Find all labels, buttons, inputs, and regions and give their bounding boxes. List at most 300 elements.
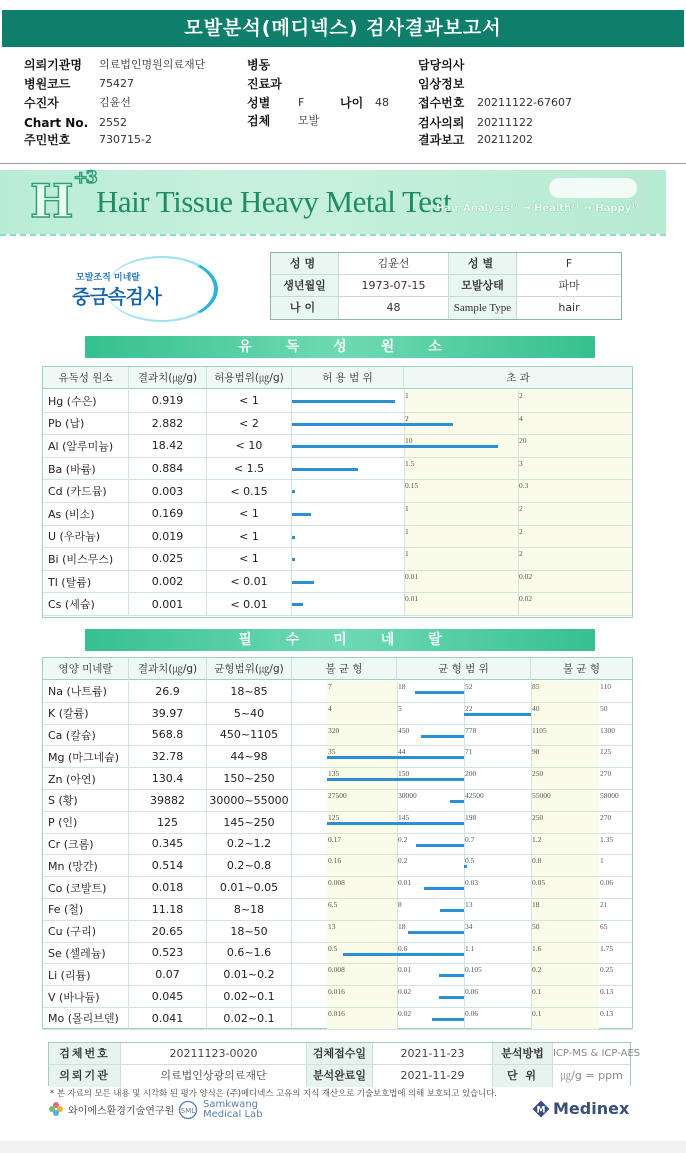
mineral-result-value: 0.041 [129, 1008, 207, 1029]
mineral-tick: 40 [532, 703, 540, 713]
toxic-allowed-range: < 10 [207, 435, 292, 457]
mineral-balance-range: 18~85 [207, 681, 292, 702]
chart-no-label: Chart No. [24, 116, 89, 130]
mineral-value-bar [415, 691, 464, 694]
mineral-balance-range: 30000~55000 [207, 790, 292, 811]
completed-date-value: 2021-11-29 [373, 1065, 493, 1087]
resident-value: 730715-2 [99, 133, 152, 146]
mineral-result-value: 0.07 [129, 964, 207, 985]
mineral-tick: 1.1 [465, 943, 475, 953]
toxic-tick-double: 4 [519, 413, 523, 423]
mineral-value-bar [464, 865, 467, 868]
toxic-element-name: As (비소) [43, 503, 129, 525]
mineral-tick: 0.1 [532, 1009, 542, 1018]
mineral-section-title: 필수미네랄 [85, 629, 595, 651]
mineral-element-name: Cu (구리) [43, 921, 129, 942]
patient-name-value: 김윤선 [339, 253, 449, 275]
toxic-tick-double: 2 [519, 391, 523, 400]
mineral-balance-range: 150~250 [207, 768, 292, 789]
ys-flower-icon [48, 1101, 64, 1117]
mineral-result-value: 39.97 [129, 703, 207, 724]
mineral-element-name: Li (리튬) [43, 964, 129, 985]
banner-logo: H $^{+3}$ [30, 167, 96, 228]
mineral-tick: 34 [465, 921, 473, 931]
institution-label: 의뢰기관명 [24, 58, 82, 72]
toxic-tick-double: 0.02 [519, 571, 533, 581]
toxic-row [43, 503, 632, 526]
mineral-balance-range: 0.02~0.1 [207, 1008, 292, 1029]
mineral-element-name: Co (코발트) [43, 877, 129, 898]
mineral-element-name: S (황) [43, 790, 129, 811]
report-header [0, 0, 686, 164]
toxic-element-name: U (우라늄) [43, 526, 129, 548]
toxic-tick-double: 0.3 [519, 481, 529, 491]
mineral-tick: 98 [532, 747, 540, 757]
mineral-tick: 1.6 [532, 943, 542, 953]
mineral-high-zone [531, 746, 599, 767]
mineral-tick: 1 [600, 856, 604, 866]
toxic-allowed-range: < 1 [207, 503, 292, 525]
toxic-tick-double: 2 [519, 549, 523, 559]
mineral-result-value: 20.65 [129, 921, 207, 942]
banner-subtitle: Hair Analysis¹¹ → Health¹¹ → Happy¹¹ [436, 203, 640, 214]
org-samkwang [178, 1100, 263, 1120]
mineral-tick: 71 [465, 747, 473, 757]
toxic-table [42, 366, 633, 618]
mineral-tick: 110 [600, 682, 611, 691]
mineral-row [43, 681, 632, 703]
mineral-tick: 85 [532, 682, 540, 691]
age-label: 나이 [340, 96, 364, 110]
mineral-row [43, 725, 632, 747]
mineral-balance-range: 5~40 [207, 703, 292, 724]
toxic-result-value: 0.002 [129, 571, 207, 593]
toxic-result-value: 18.42 [129, 435, 207, 457]
toxic-range-plot [292, 458, 632, 480]
mineral-range-plot [292, 1008, 632, 1029]
specimen-no-value: 20211123-0020 [121, 1043, 307, 1065]
patient-dob-value: 1973-07-15 [339, 275, 449, 297]
mineral-result-value: 0.523 [129, 943, 207, 964]
mineral-tick: 22 [465, 703, 473, 713]
mineral-tick: 52 [465, 682, 473, 691]
patient-info-box [270, 252, 622, 320]
toxic-element-name: Tl (탈륨) [43, 571, 129, 593]
mineral-tick: 1.35 [600, 834, 614, 844]
mineral-header-range: 균 형 범 위 [397, 658, 531, 680]
mineral-value-bar [424, 887, 464, 890]
receipt-date-value: 2021-11-23 [373, 1043, 493, 1065]
mineral-tick: 58000 [600, 791, 619, 800]
recipient-value: 김윤선 [99, 96, 131, 109]
toxic-allowed-range: < 0.01 [207, 571, 292, 593]
mineral-tick: 18 [532, 900, 540, 909]
org2-line2: Medical Lab [203, 1109, 263, 1120]
age-value: 48 [375, 96, 389, 109]
receipt-label: 접수번호 [418, 96, 465, 110]
toxic-element-name: Ba (바륨) [43, 458, 129, 480]
mineral-balance-range: 0.2~0.8 [207, 855, 292, 876]
mineral-tick: 270 [600, 769, 612, 779]
logo-subtitle: 모발조직 미네랄 [76, 273, 140, 283]
toxic-tick-limit: 1 [405, 526, 409, 536]
mineral-value-bar [327, 778, 464, 781]
toxic-tick-double: 3 [519, 458, 523, 468]
toxic-row [43, 435, 632, 458]
mineral-range-plot [292, 834, 632, 855]
mineral-element-name: Zn (아연) [43, 768, 129, 789]
samkwang-logo-icon [178, 1100, 198, 1120]
org3-name: Medinex [553, 1099, 630, 1118]
mineral-tick: 18 [398, 682, 406, 691]
mineral-row [43, 812, 632, 834]
toxic-tick-limit: 1.5 [405, 458, 415, 468]
toxic-header-result: 결과치(㎍/g) [129, 367, 207, 389]
toxic-value-bar [292, 603, 303, 606]
toxic-range-plot [292, 571, 632, 593]
mineral-row [43, 899, 632, 921]
banner-pill [549, 178, 637, 198]
toxic-row [43, 413, 632, 436]
patient-age-value: 48 [339, 297, 449, 319]
mineral-value-bar [439, 974, 464, 977]
toxic-allowed-range: < 2 [207, 413, 292, 435]
mineral-value-bar [421, 735, 464, 738]
mineral-tick: 0.7 [465, 834, 475, 844]
toxic-result-value: 2.882 [129, 413, 207, 435]
medinex-logo-icon [532, 1100, 550, 1118]
mineral-balance-range: 145~250 [207, 812, 292, 833]
mineral-balance-range: 0.2~1.2 [207, 834, 292, 855]
mineral-element-name: P (인) [43, 812, 129, 833]
toxic-row [43, 593, 632, 616]
patient-sex-value: F [517, 253, 621, 275]
specimen-value: 모발 [298, 114, 320, 127]
mineral-range-plot [292, 964, 632, 985]
toxic-tick-double: 2 [519, 526, 523, 536]
toxic-value-bar [292, 558, 295, 561]
mineral-tick: 145 [398, 812, 410, 822]
mineral-range-plot [292, 812, 632, 833]
mineral-result-value: 11.18 [129, 899, 207, 920]
request-value: 20211122 [477, 116, 533, 129]
toxic-element-name: Cs (세슘) [43, 593, 129, 615]
mineral-element-name: Na (나트륨) [43, 681, 129, 702]
toxic-element-name: Cd (카드뮴) [43, 480, 129, 502]
hospital-code-label: 병원코드 [24, 77, 71, 91]
mineral-tick: 30000 [398, 791, 417, 800]
mineral-tick: 0.01 [398, 878, 412, 888]
mineral-tick: 0.06 [465, 1009, 479, 1018]
hospital-code-value: 75427 [99, 77, 134, 90]
hair-status-label: 모발상태 [449, 275, 517, 297]
mineral-result-value: 568.8 [129, 725, 207, 746]
toxic-tick-limit: 2 [405, 413, 409, 423]
mineral-tick: 0.03 [465, 878, 479, 888]
toxic-value-bar [292, 445, 498, 448]
mineral-high-zone [531, 703, 599, 724]
mineral-tick: 450 [398, 725, 410, 735]
mineral-tick: 27500 [328, 791, 347, 800]
mineral-row [43, 877, 632, 899]
patient-dob-label: 생년월일 [271, 275, 339, 297]
mineral-tick: 13 [328, 921, 336, 931]
mineral-high-zone [531, 921, 599, 942]
toxic-result-value: 0.919 [129, 390, 207, 412]
mineral-value-bar [327, 756, 464, 759]
copyright-notice: * 본 자료의 모든 내용 및 시각화 된 평가 양식은 (주)메디넥스 고유의 지식 재산으로 기술보호법에 의해 보호되고 있습니다. [50, 1088, 497, 1098]
mineral-tick: 55000 [532, 791, 551, 800]
patient-sex-label: 성별 [449, 253, 517, 275]
mineral-row [43, 834, 632, 856]
mineral-tick: 0.13 [600, 1009, 614, 1018]
mineral-header-element: 영양 미네랄 [43, 658, 129, 680]
sex-label: 성별 [247, 96, 271, 110]
mineral-value-bar [450, 800, 464, 803]
toxic-range-plot [292, 548, 632, 570]
org2-line1: Samkwang [203, 1099, 258, 1110]
mineral-balance-range: 0.6~1.6 [207, 943, 292, 964]
mineral-tick: 778 [465, 725, 477, 735]
mineral-range-plot [292, 790, 632, 811]
toxic-range-plot [292, 503, 632, 525]
mineral-range-plot [292, 877, 632, 898]
mineral-range-plot [292, 943, 632, 964]
banner-title: Hair Tissue Heavy Metal Test [96, 184, 452, 219]
mineral-tick: 250 [532, 812, 544, 822]
mineral-element-name: K (칼륨) [43, 703, 129, 724]
request-label: 검사의뢰 [418, 116, 465, 130]
toxic-allowed-range: < 1 [207, 548, 292, 570]
mineral-low-zone [327, 899, 397, 920]
mineral-tick: 0.16 [328, 856, 342, 866]
mineral-tick: 0.17 [328, 834, 342, 844]
toxic-tick-limit: 1 [405, 391, 409, 400]
mineral-row [43, 986, 632, 1008]
mineral-tick: 0.008 [328, 878, 345, 888]
mineral-value-bar [439, 996, 464, 999]
toxic-value-bar [292, 490, 295, 493]
mineral-balance-range: 44~98 [207, 746, 292, 767]
mineral-tick: 0.016 [328, 987, 345, 997]
toxic-row [43, 571, 632, 594]
mineral-range-plot [292, 681, 632, 702]
mineral-tick: 0.01 [398, 965, 412, 975]
toxic-header-allowed: 허용범위(㎍/g) [207, 367, 292, 389]
toxic-header-element: 유독성 원소 [43, 367, 129, 389]
toxic-range-plot [292, 593, 632, 615]
toxic-result-value: 0.025 [129, 548, 207, 570]
org-medinex [532, 1099, 629, 1118]
mineral-result-value: 32.78 [129, 746, 207, 767]
analysis-info-box [48, 1042, 641, 1086]
mineral-tick: 8 [398, 900, 402, 909]
mineral-range-plot [292, 746, 632, 767]
sample-type-value: hair [517, 297, 621, 319]
svg-text:SML: SML [180, 1107, 196, 1115]
toxic-allowed-range: < 1.5 [207, 458, 292, 480]
mineral-tick: 65 [600, 921, 608, 931]
mineral-row [43, 746, 632, 768]
mineral-tick: 50 [600, 703, 608, 713]
mineral-element-name: Se (셀레늄) [43, 943, 129, 964]
mineral-tick: 0.5 [465, 856, 475, 866]
ward-label: 병동 [247, 58, 271, 72]
mineral-tick: 0.06 [600, 878, 614, 888]
toxic-tick-double: 20 [519, 436, 527, 446]
sample-type-label: Sample Type [449, 297, 517, 319]
mineral-tick: 35 [328, 747, 336, 757]
mineral-tick: 0.8 [532, 856, 542, 866]
mineral-tick: 0.02 [398, 1009, 412, 1018]
mineral-row [43, 703, 632, 725]
mineral-balance-range: 0.01~0.2 [207, 964, 292, 985]
patient-name-label: 성명 [271, 253, 339, 275]
mineral-value-bar [432, 1018, 464, 1021]
mineral-tick: 7 [328, 682, 332, 691]
mineral-tick: 18 [398, 921, 406, 931]
heavy-metal-logo [66, 254, 226, 324]
toxic-row [43, 390, 632, 413]
patient-age-label: 나이 [271, 297, 339, 319]
mineral-result-value: 0.045 [129, 986, 207, 1007]
mineral-element-name: Ca (칼슘) [43, 725, 129, 746]
requester-label: 의뢰기관 [49, 1065, 121, 1087]
mineral-tick: 50 [532, 921, 540, 931]
toxic-element-name: Pb (납) [43, 413, 129, 435]
toxic-range-plot [292, 435, 632, 457]
mineral-tick: 198 [465, 812, 477, 822]
receipt-date-label: 검체접수일 [307, 1043, 373, 1065]
specimen-label: 검체 [247, 114, 271, 128]
toxic-row [43, 526, 632, 549]
toxic-range-plot [292, 480, 632, 502]
mineral-tick: 1.2 [532, 834, 542, 844]
toxic-allowed-range: < 0.01 [207, 593, 292, 615]
dashed-divider [0, 234, 666, 236]
mineral-table [42, 657, 633, 1029]
toxic-row [43, 548, 632, 571]
unit-label: 단 위 [493, 1065, 553, 1087]
toxic-tick-limit: 0.01 [405, 571, 419, 581]
toxic-value-bar [292, 536, 295, 539]
mineral-tick: 13 [465, 900, 473, 909]
completed-date-label: 분석완료일 [307, 1065, 373, 1087]
method-label: 분석방법 [493, 1043, 553, 1065]
report-title: 모발분석(메디넥스) 검사결과보고서 [2, 10, 684, 47]
mineral-tick: 0.25 [600, 965, 614, 975]
mineral-row [43, 921, 632, 943]
toxic-result-value: 0.001 [129, 593, 207, 615]
mineral-tick: 6.5 [328, 900, 338, 909]
clinical-label: 임상정보 [418, 77, 465, 91]
mineral-tick: 0.06 [465, 987, 479, 997]
mineral-tick: 0.2 [398, 834, 408, 844]
mineral-result-value: 125 [129, 812, 207, 833]
mineral-high-zone [531, 899, 599, 920]
recipient-label: 수진자 [24, 96, 59, 110]
mineral-element-name: Mo (몰리브덴) [43, 1008, 129, 1029]
mineral-tick: 1300 [600, 725, 615, 735]
mineral-tick: 135 [328, 769, 340, 779]
mineral-tick: 0.1 [532, 987, 542, 997]
toxic-section-title: 유독성원소 [85, 336, 595, 358]
doctor-label: 담당의사 [418, 58, 465, 72]
org1-name: 와이에스환경기술연구원 [68, 1105, 175, 1117]
toxic-allowed-range: < 1 [207, 526, 292, 548]
mineral-value-bar [408, 931, 464, 934]
test-banner [0, 167, 666, 234]
mineral-tick: 4 [328, 703, 332, 713]
toxic-element-name: Al (알루미늄) [43, 435, 129, 457]
institution-value: 의료법인명원의료재단 [99, 58, 206, 71]
chart-no-value: 2552 [99, 116, 127, 129]
mineral-row [43, 943, 632, 965]
report-date-label: 결과보고 [418, 133, 465, 147]
mineral-header-unbal-high: 불 균 형 [531, 658, 632, 680]
toxic-tick-limit: 1 [405, 504, 409, 513]
mineral-element-name: Mn (망간) [43, 855, 129, 876]
mineral-range-plot [292, 768, 632, 789]
mineral-tick: 5 [398, 703, 402, 713]
toxic-tick-limit: 10 [405, 436, 413, 446]
dept-label: 진료과 [247, 77, 282, 91]
mineral-tick: 0.13 [600, 987, 614, 997]
mineral-tick: 0.02 [398, 987, 412, 997]
mineral-low-zone [327, 681, 397, 702]
mineral-tick: 42500 [465, 791, 484, 800]
mineral-value-bar [327, 822, 464, 825]
mineral-low-zone [327, 921, 397, 942]
toxic-row [43, 458, 632, 481]
mineral-row [43, 1008, 632, 1030]
mineral-value-bar [440, 909, 464, 912]
mineral-balance-range: 0.01~0.05 [207, 877, 292, 898]
mineral-result-value: 0.514 [129, 855, 207, 876]
mineral-tick: 0.6 [398, 943, 408, 953]
sex-value: F [298, 96, 305, 109]
mineral-result-value: 0.018 [129, 877, 207, 898]
requester-value: 의료법인상광의료재단 [121, 1065, 307, 1087]
toxic-tick-limit: 0.15 [405, 481, 419, 491]
mineral-tick: 21 [600, 900, 608, 909]
toxic-row [43, 480, 632, 503]
resident-label: 주민번호 [24, 133, 71, 147]
mineral-balance-range: 8~18 [207, 899, 292, 920]
report-date-value: 20211202 [477, 133, 533, 146]
mineral-element-name: Cr (크롬) [43, 834, 129, 855]
hair-status-value: 파마 [517, 275, 621, 297]
toxic-value-bar [292, 513, 311, 516]
mineral-tick: 0.5 [328, 943, 338, 953]
mineral-tick: 0.2 [398, 856, 408, 866]
mineral-tick: 44 [398, 747, 406, 757]
mineral-header-unbal-low: 불 균 형 [292, 658, 397, 680]
mineral-high-zone [531, 681, 599, 702]
toxic-range-plot [292, 526, 632, 548]
mineral-element-name: V (바나듐) [43, 986, 129, 1007]
mineral-range-plot [292, 703, 632, 724]
mineral-tick: 1105 [532, 725, 547, 735]
mineral-tick: 320 [328, 725, 340, 735]
mineral-tick: 0.2 [532, 965, 542, 975]
mineral-range-plot [292, 921, 632, 942]
toxic-result-value: 0.169 [129, 503, 207, 525]
toxic-value-bar [292, 581, 314, 584]
mineral-row [43, 855, 632, 877]
toxic-tick-limit: 1 [405, 549, 409, 559]
bottom-band [0, 1141, 686, 1153]
